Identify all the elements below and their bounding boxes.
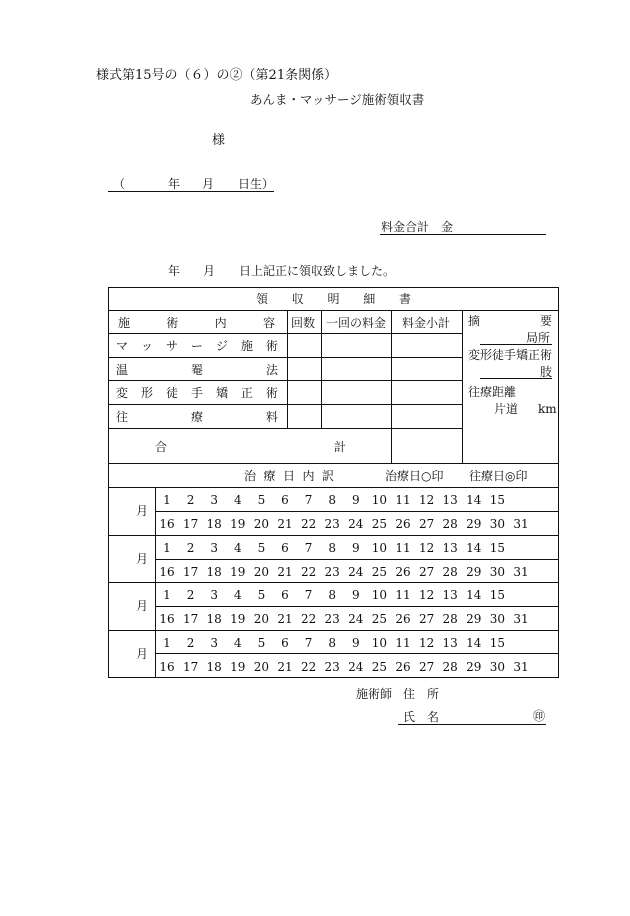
day-number[interactable]: 31: [513, 660, 529, 674]
treatment-row-char: 療: [190, 410, 203, 424]
day-number[interactable]: 15: [489, 541, 506, 555]
day-number[interactable]: 12: [418, 541, 435, 555]
day-number[interactable]: 31: [513, 612, 529, 626]
table-rule: [108, 310, 559, 311]
table-rule: [108, 333, 463, 334]
day-number[interactable]: 19: [230, 660, 246, 674]
treatment-row-char: 形: [140, 386, 153, 400]
remarks-label-2: 要: [540, 314, 553, 328]
row-massage: [116, 339, 278, 353]
treatment-row-char: 変: [116, 386, 129, 400]
day-number[interactable]: 18: [206, 612, 222, 626]
day-number[interactable]: 11: [395, 636, 411, 650]
treatment-row-char: ー: [190, 339, 203, 353]
day-number[interactable]: 11: [395, 493, 411, 507]
day-number[interactable]: 18: [206, 565, 222, 579]
day-number[interactable]: 21: [277, 517, 293, 531]
day-number[interactable]: 4: [233, 541, 242, 555]
day-number[interactable]: 6: [281, 493, 289, 507]
table-rule: [155, 606, 559, 607]
day-number[interactable]: 1: [163, 541, 171, 555]
day-number[interactable]: 14: [466, 541, 482, 555]
fee-total-underline: [380, 234, 546, 235]
total-label-right: 計: [334, 440, 347, 454]
day-number[interactable]: 6: [281, 636, 289, 650]
day-number[interactable]: 24: [348, 517, 364, 531]
day-number[interactable]: 25: [371, 565, 388, 579]
day-number[interactable]: 9: [351, 588, 360, 602]
table-rule: [108, 463, 559, 464]
day-number[interactable]: 13: [442, 493, 458, 507]
day-number[interactable]: 13: [442, 636, 458, 650]
day-number[interactable]: 21: [277, 660, 293, 674]
day-number[interactable]: 18: [206, 660, 222, 674]
breakdown-title-char: 日: [282, 469, 295, 483]
day-number[interactable]: 10: [371, 541, 388, 555]
day-number[interactable]: 22: [300, 565, 317, 579]
table-rule: [155, 653, 559, 654]
day-number[interactable]: 17: [182, 565, 199, 579]
day-number[interactable]: 15: [489, 493, 506, 507]
table-rule: [108, 487, 559, 488]
receipt-month-label: 月: [203, 264, 216, 278]
day-number[interactable]: 4: [233, 636, 242, 650]
treatment-row-char: 術: [265, 386, 278, 400]
breakdown-title-char: 訳: [321, 469, 334, 483]
day-number[interactable]: 16: [159, 612, 175, 626]
day-number[interactable]: 23: [324, 660, 340, 674]
day-number[interactable]: 12: [418, 588, 435, 602]
day-number[interactable]: 4: [233, 493, 242, 507]
day-number[interactable]: 20: [253, 565, 270, 579]
day-number[interactable]: 10: [371, 588, 388, 602]
day-number[interactable]: 27: [418, 517, 435, 531]
day-number[interactable]: 18: [206, 517, 222, 531]
treatment-row-char: 往: [116, 410, 129, 424]
treatment-row-char: サ: [165, 339, 178, 353]
receipt-statement: 日上記正に領収致しました。: [239, 264, 396, 278]
day-number[interactable]: 12: [418, 493, 435, 507]
day-number[interactable]: 4: [233, 588, 242, 602]
day-number[interactable]: 3: [210, 636, 218, 650]
treatment-row-char: マ: [116, 339, 129, 353]
address-label: 住 所: [403, 687, 440, 701]
day-number[interactable]: 23: [324, 517, 340, 531]
table-rule: [108, 582, 559, 583]
treatment-row-char: 施: [240, 339, 253, 353]
row-house-call-fee: [116, 410, 278, 424]
day-number[interactable]: 29: [466, 565, 482, 579]
table-rule: [108, 535, 559, 536]
day-number[interactable]: 29: [466, 660, 482, 674]
day-number[interactable]: 28: [442, 660, 458, 674]
col-treatment-char: 施: [118, 316, 131, 330]
day-number[interactable]: 16: [159, 660, 175, 674]
treatment-row-char: 徒: [165, 386, 178, 400]
day-number[interactable]: 28: [442, 612, 458, 626]
day-number[interactable]: 3: [210, 493, 218, 507]
day-number[interactable]: 2: [186, 493, 195, 507]
breakdown-title-char: 療: [263, 469, 276, 483]
table-top-border: [108, 287, 559, 288]
col-treatment-char: 術: [166, 316, 179, 330]
remarks-one-way: 片道: [494, 402, 519, 416]
total-label-left: 合: [155, 440, 168, 454]
day-number[interactable]: 23: [324, 612, 340, 626]
day-number[interactable]: 28: [442, 517, 458, 531]
day-number[interactable]: 25: [371, 660, 388, 674]
treatment-row-char: 罨: [190, 363, 203, 377]
day-number[interactable]: 8: [328, 541, 336, 555]
practitioner-label: 施術師: [356, 687, 393, 701]
day-number[interactable]: 8: [328, 636, 336, 650]
day-number[interactable]: 26: [395, 660, 411, 674]
table-header-char: 細: [363, 292, 376, 306]
day-number[interactable]: 29: [466, 517, 482, 531]
table-rule: [108, 357, 463, 358]
treatment-row-char: ッ: [140, 339, 153, 353]
breakdown-title-char: 治: [244, 469, 257, 483]
treatment-mark-legend: 治療日○印: [385, 469, 444, 483]
day-number[interactable]: 17: [182, 660, 199, 674]
table-header-char: 領: [256, 292, 269, 306]
day-number[interactable]: 19: [230, 517, 246, 531]
remarks-deformity: 変形徒手矯正術: [468, 348, 553, 362]
table-rule: [108, 404, 463, 405]
day-number[interactable]: 5: [257, 541, 266, 555]
day-number[interactable]: 1: [163, 493, 171, 507]
day-number[interactable]: 11: [395, 588, 411, 602]
treatment-row-char: 温: [116, 363, 129, 377]
day-number[interactable]: 17: [182, 517, 199, 531]
day-number[interactable]: 31: [513, 517, 529, 531]
remarks-km-unit: km: [538, 402, 557, 416]
day-number[interactable]: 23: [324, 565, 340, 579]
birth-month-label: 月: [202, 177, 215, 191]
table-header-char: 収: [291, 292, 304, 306]
fee-total-label: 料金合計 金: [381, 220, 454, 234]
remarks-limb: 肢: [540, 365, 553, 379]
birth-day-label: 日生）: [238, 177, 275, 191]
treatment-row-char: 法: [265, 363, 278, 377]
remarks-distance: 往療距離: [468, 385, 517, 399]
col-treatment-char: 内: [214, 316, 227, 330]
treatment-row-char: 手: [190, 386, 203, 400]
row-hot-compress: [116, 363, 278, 377]
day-number[interactable]: 8: [328, 588, 336, 602]
day-number[interactable]: 30: [489, 660, 506, 674]
day-number[interactable]: 24: [348, 612, 364, 626]
day-number[interactable]: 21: [277, 565, 293, 579]
day-number[interactable]: 22: [300, 612, 317, 626]
treatment-row-char: 料: [265, 410, 278, 424]
col-treatment-char: 容: [262, 316, 275, 330]
recipient-suffix: 様: [212, 133, 226, 148]
row-deformity-correction: [116, 386, 278, 400]
day-number[interactable]: 13: [442, 541, 458, 555]
day-number[interactable]: 11: [395, 541, 411, 555]
day-number[interactable]: 27: [418, 660, 435, 674]
table-header-char: 明: [327, 292, 340, 306]
day-number[interactable]: 5: [257, 636, 266, 650]
day-number[interactable]: 2: [186, 588, 195, 602]
day-number[interactable]: 27: [418, 565, 435, 579]
form-title: あんま・マッサージ施術領収書: [250, 92, 425, 107]
treatment-row-char: ジ: [215, 339, 228, 353]
house-call-mark-legend: 往療日◎印: [469, 469, 528, 483]
col-subtotal-header: 料金小計: [402, 316, 451, 330]
day-number[interactable]: 26: [395, 565, 411, 579]
table-header-char: 書: [398, 292, 411, 306]
day-number[interactable]: 6: [281, 588, 289, 602]
day-number[interactable]: 13: [442, 588, 458, 602]
day-number[interactable]: 10: [371, 636, 388, 650]
day-number[interactable]: 16: [159, 517, 175, 531]
col-divider: [462, 310, 463, 463]
table-bottom-border: [108, 677, 559, 678]
birth-open-paren: （: [113, 177, 126, 191]
month-label: 月: [136, 552, 149, 566]
day-number[interactable]: 15: [489, 636, 506, 650]
day-number[interactable]: 7: [304, 541, 313, 555]
day-number[interactable]: 28: [442, 565, 458, 579]
day-number[interactable]: 30: [489, 517, 506, 531]
day-number[interactable]: 26: [395, 612, 411, 626]
table-rule: [108, 630, 559, 631]
table-left-border: [108, 287, 109, 678]
breakdown-title: [244, 469, 334, 483]
table-right-border: [558, 287, 559, 678]
col-unit-fee-header: 一回の料金: [326, 316, 387, 330]
col-count-header: 回数: [291, 316, 316, 330]
treatment-row-char: 正: [240, 386, 253, 400]
day-number[interactable]: 26: [395, 517, 411, 531]
day-number[interactable]: 7: [304, 636, 313, 650]
day-number[interactable]: 5: [257, 493, 266, 507]
birth-underline: [108, 191, 274, 192]
day-number[interactable]: 25: [371, 612, 388, 626]
day-number[interactable]: 3: [210, 588, 218, 602]
name-underline: [398, 724, 546, 725]
table-rule: [155, 559, 559, 560]
col-divider: [321, 310, 322, 428]
table-rule: [155, 511, 559, 512]
remarks-local-area: 局所: [526, 331, 551, 345]
day-number[interactable]: 20: [253, 517, 270, 531]
day-number[interactable]: 24: [348, 660, 364, 674]
day-number[interactable]: 31: [513, 565, 529, 579]
day-number[interactable]: 21: [277, 612, 293, 626]
day-number[interactable]: 20: [253, 660, 270, 674]
day-number[interactable]: 14: [466, 588, 482, 602]
seal-mark: ㊞: [533, 709, 546, 723]
day-number[interactable]: 7: [304, 493, 313, 507]
table-rule: [108, 428, 463, 429]
day-number[interactable]: 12: [418, 636, 435, 650]
day-number[interactable]: 1: [163, 636, 171, 650]
day-number[interactable]: 8: [328, 493, 336, 507]
col-treatment-header: [118, 316, 275, 330]
treatment-row-char: 術: [265, 339, 278, 353]
birth-year-label: 年: [168, 177, 181, 191]
day-number[interactable]: 30: [489, 565, 506, 579]
day-number[interactable]: 10: [371, 493, 388, 507]
day-number[interactable]: 19: [230, 565, 246, 579]
receipt-year-label: 年: [168, 264, 181, 278]
day-number[interactable]: 3: [210, 541, 218, 555]
month-label: 月: [136, 647, 149, 661]
day-number[interactable]: 14: [466, 493, 482, 507]
month-label: 月: [136, 599, 149, 613]
day-number[interactable]: 14: [466, 636, 482, 650]
day-number[interactable]: 22: [300, 660, 317, 674]
table-rule: [108, 380, 463, 381]
day-number[interactable]: 9: [351, 493, 360, 507]
day-number[interactable]: 16: [159, 565, 175, 579]
day-number[interactable]: 2: [186, 541, 195, 555]
day-number[interactable]: 30: [489, 612, 506, 626]
day-number[interactable]: 5: [257, 588, 266, 602]
remarks-label: 摘: [468, 314, 481, 328]
day-number[interactable]: 25: [371, 517, 388, 531]
day-number[interactable]: 9: [351, 541, 360, 555]
name-label: 氏 名: [403, 710, 440, 724]
day-number[interactable]: 7: [304, 588, 313, 602]
month-label: 月: [136, 504, 149, 518]
treatment-row-char: 矯: [215, 386, 228, 400]
day-number[interactable]: 2: [186, 636, 195, 650]
day-number[interactable]: 19: [230, 612, 246, 626]
col-divider: [287, 310, 288, 428]
day-number[interactable]: 9: [351, 636, 360, 650]
day-number[interactable]: 1: [163, 588, 171, 602]
day-number[interactable]: 27: [418, 612, 435, 626]
breakdown-title-char: 内: [302, 469, 315, 483]
col-divider: [391, 310, 392, 463]
day-number[interactable]: 17: [182, 612, 199, 626]
day-number[interactable]: 20: [253, 612, 270, 626]
day-number[interactable]: 22: [300, 517, 317, 531]
day-number[interactable]: 15: [489, 588, 506, 602]
day-number[interactable]: 29: [466, 612, 482, 626]
day-number[interactable]: 24: [348, 565, 364, 579]
day-number[interactable]: 6: [281, 541, 289, 555]
form-number: 様式第15号の（６）の②（第21条関係）: [96, 68, 338, 83]
table-header: [256, 292, 411, 306]
